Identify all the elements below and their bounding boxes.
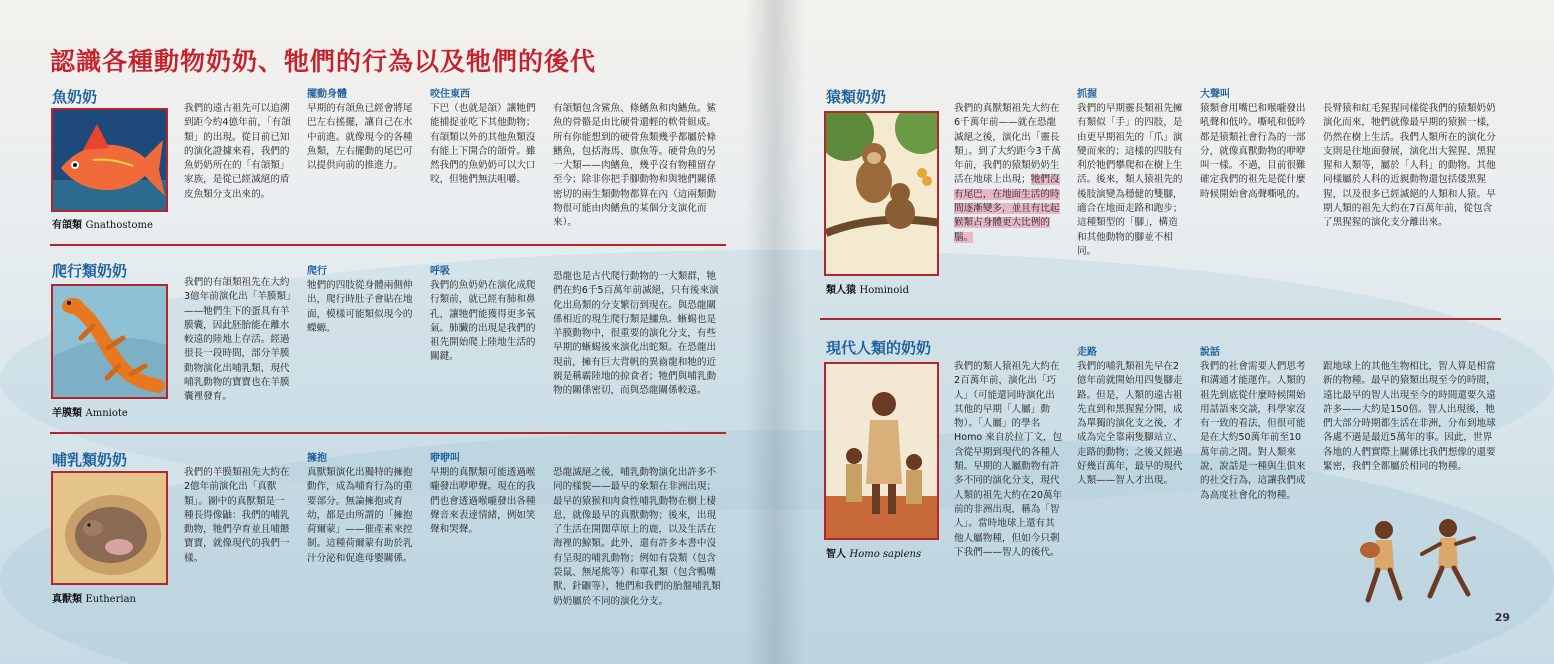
human-column-1: 走路 我們的哺乳類祖先早在2億年前就開始用四隻腳走路。但是，人類的遠古祖先直到和黑猩猩分開，成為單獨的演化支之後，才成為完全靠兩隻腳站立、走路的動物；之後又經過好幾百萬年，最早的現代人類——智人才出現。: [1077, 347, 1183, 487]
section-heading-human: 現代人類的奶奶: [826, 339, 932, 357]
fish-illustration: [51, 108, 168, 212]
mammal-column-1: 擁抱 真獸類演化出獨特的擁抱動作，成為哺育行為的重要部分。無論擁抱或育幼，都是由所謂的「擁抱荷爾蒙」——催產素來控制。這種荷爾蒙有助於乳汁分泌和促進母嬰關係。: [307, 453, 413, 564]
reptile-column-2: 呼吸 我們的魚奶奶在演化成爬行類前，就已經有肺和鼻孔，讓牠們能獲得更多氧氣。肺臟的出現是我們的祖先開始爬上陸地生活的關鍵。: [430, 266, 536, 363]
reptile-column-1: 爬行 牠們的四肢從身體兩側伸出，爬行時肚子會貼在地面，模樣可能類似現今的蠑螈。: [307, 266, 413, 334]
fish-caption: 有頜類 Gnathostome: [52, 220, 153, 231]
fish-column-1: 擺動身體 早期的有頜魚已經會將尾巴左右搖擺，讓自己在水中前進。就像現今的各種魚類，左右擺動的尾巴可以提供向前的推進力。: [307, 89, 413, 172]
page-number: 29: [1494, 611, 1510, 624]
mammal-column-3: 恐龍滅絕之後，哺乳動物演化出許多不同的樣貌——最早的象類在非洲出現；最早的猿猴和肉食性哺乳動物在樹上棲息，就像最早的真獸動物；後來，出現了生活在開闊草原上的鹿，以及生活在海裡的鯨類。此外，還有許多本書中沒有呈現的哺乳動物；例如有袋類（包含袋鼠、無尾熊等）和單孔類（包含鴨嘴獸、針鼴等），牠們和我們的胎盤哺乳類奶奶屬於不同的演化分支。: [553, 467, 721, 607]
human-intro: 我們的類人猿祖先大約在2百萬年前，演化出「巧人」（可能還同時演化出其他的早期「人屬」動物）。「人屬」的學名 Homo 來自於拉丁文，包含從早期到現代的各種人類。早期的人屬動物有許多不同的演化分支，現代人類的祖先大約在20萬年前的非洲出現，稱為「智人」。當時地球上還有其他人屬物種，但如今只剩下我們——智人的後代。: [954, 361, 1063, 558]
reptile-illustration: [51, 284, 168, 399]
mammal-intro: 我們的羊膜類祖先大約在2億年前演化出「真獸類」。圖中的真獸類是一種長得像鼬：我們的哺乳動物，牠們孕育並且哺餵寶寶，就像現代的我們一樣。: [184, 467, 290, 564]
page-gutter: [745, 0, 805, 664]
mammal-column-2: 咿咿叫 早期的真獸類可能透過喉嚨發出咿咿聲。現在的我們也會透過喉嚨發出各種聲音來表達情緒，例如笑聲和哭聲。: [430, 453, 536, 536]
divider: [50, 432, 726, 434]
ape-column-3: 長臂猿和紅毛猩猩同樣從我們的猿類奶奶演化而來，牠們就像最早期的猿猴一樣，仍然在樹上生活。我們人類所在的演化分支則是往地面發展，演化出大猩猩、黑猩猩和人類等，屬於「人科」的動物。其他同樣屬於人科的近親動物還包括倭黑猩猩，以及很多已經滅絕的人類和人猿。早期人類的祖先大約在7百萬年前，從包含了黑猩猩的演化支分離出來。: [1323, 103, 1496, 229]
human-column-3: 跟地球上的其他生物相比，智人算是相當新的物種。最早的猿類出現至今的時間，遠比最早的智人出現至今的時間還要久遠許多——大約是150倍。智人出現後，牠們大部分時期都生活在非洲，分布到地球各處不過是最近5萬年的事。因此，世界各地的人們實際上關係比我們想像的還要緊密，我們全都屬於相同的物種。: [1323, 361, 1496, 473]
running-children-illustration: [1356, 510, 1486, 610]
ape-caption: 類人猿 Hominoid: [826, 285, 909, 296]
ape-illustration: [824, 111, 939, 276]
ape-column-2: 大聲叫 猿類會用嘴巴和喉嚨發出吼聲和低吟。嘶吼和低吟都是猿類社會行為的一部分，就像真獸動物的咿咿叫一樣。不過，目前很難確定我們的祖先是從什麼時候開始會高聲嘶吼的。: [1200, 89, 1306, 200]
page-title: 認識各種動物奶奶、牠們的行為以及牠們的後代: [50, 47, 597, 76]
section-heading-fish: 魚奶奶: [52, 88, 98, 106]
reptile-intro: 我們的有頜類祖先在大約3億年前演化出「羊膜類」——牠們生下的蛋具有羊膜囊，因此胚胎能在離水較遠的陸地上存活。經過很長一段時間，部分羊膜動物演化出哺乳類，現代哺乳動物的寶寶也在羊膜囊裡發育。: [184, 277, 291, 403]
section-heading-reptile: 爬行類奶奶: [52, 262, 128, 280]
mammal-caption: 真獸類 Eutherian: [52, 594, 136, 605]
reptile-column-3: 恐龍也是古代爬行動物的一大類群，牠們在約6千5百萬年前滅絕，只有後來演化出鳥類的分支繁衍到現在。與恐龍關係相近的現生爬行類是鱷魚。蜥蜴也是羊膜動物中，很重要的演化分支，有些早期的蜥蜴後來演化出蛇類。在恐龍出現前，擁有巨大背帆的異齒龍和牠的近親是稱霸陸地的掠食者；牠們與哺乳動物的關係密切，而與恐龍關係較遠。: [553, 271, 719, 397]
section-heading-mammal: 哺乳類奶奶: [52, 451, 128, 469]
mammal-illustration: [51, 471, 168, 585]
ape-column-1: 抓握 我們的早期靈長類祖先擁有類似「手」的四肢，是由更早期祖先的「爪」演變而來的；這樣的四肢有利於牠們攀爬和在樹上生活。後來，類人猿祖先的後肢演變為穩健的雙腳，適合在地面走路和跑步；這種類型的「腳」，構造和其他動物的腳並不相同。: [1077, 89, 1183, 257]
human-caption: 智人 Homo sapiens: [826, 549, 922, 560]
ape-highlight: 牠們沒有尾巴，在地面生活的時間逐漸變多，並且有比起猴類占身體更大比例的腦。: [954, 174, 1060, 243]
human-illustration: [824, 362, 939, 540]
ape-intro: 我們的真獸類祖先大約在6千萬年前——就在恐龍滅絕之後，演化出「靈長類」。到了大約距今3千萬年前，我們的猿類奶奶生活在地球上出現；牠們沒有尾巴，在地面生活的時間逐漸變多，並且有比起猴類占身體更大比例的腦。: [954, 103, 1061, 243]
fish-intro: 我們的遠古祖先可以追溯到距今約4億年前，「有頜類」的出現。從目前已知的演化證據來看，我們的魚奶奶所在的「有頜類」家族，是從已經滅絕的盾皮魚類分支出來的。: [184, 103, 291, 200]
divider: [820, 318, 1501, 320]
reptile-caption: 羊膜類 Amniote: [52, 408, 128, 419]
section-heading-ape: 猿類奶奶: [826, 88, 887, 106]
fish-column-2: 咬住東西 下巴（也就是頜）讓牠們能捕捉並吃下其他動物；有頜類以外的其他魚類沒有能上下開合的頜骨。雖然我們的魚奶奶可以大口咬，但牠們無法咀嚼。: [430, 89, 536, 186]
divider: [50, 244, 726, 246]
human-column-2: 說話 我們的社會需要人們思考和溝通才能運作。人類的祖先到底從什麼時候開始用話語來交談，科學家沒有一致的看法，但很可能是在大約50萬年前至10萬年前之間。對人類來說，說話是一種與生俱來的社交行為，這讓我們成為高度社會化的物種。: [1200, 347, 1306, 501]
fish-column-3: 有頜類包含鯊魚、條鰭魚和肉鰭魚。鯊魚的骨骼是由比硬骨還輕的軟骨組成。所有你能想到的硬骨魚類幾乎都屬於條鰭魚，包括海馬、旗魚等。硬骨魚的另一大類——肉鰭魚，幾乎沒有物種留存至今；除非你把手腳動物和與牠們關係密切的兩生類動物都算在內（這兩類動物很可能由肉鰭魚的某個分支演化而來）。: [553, 103, 717, 229]
